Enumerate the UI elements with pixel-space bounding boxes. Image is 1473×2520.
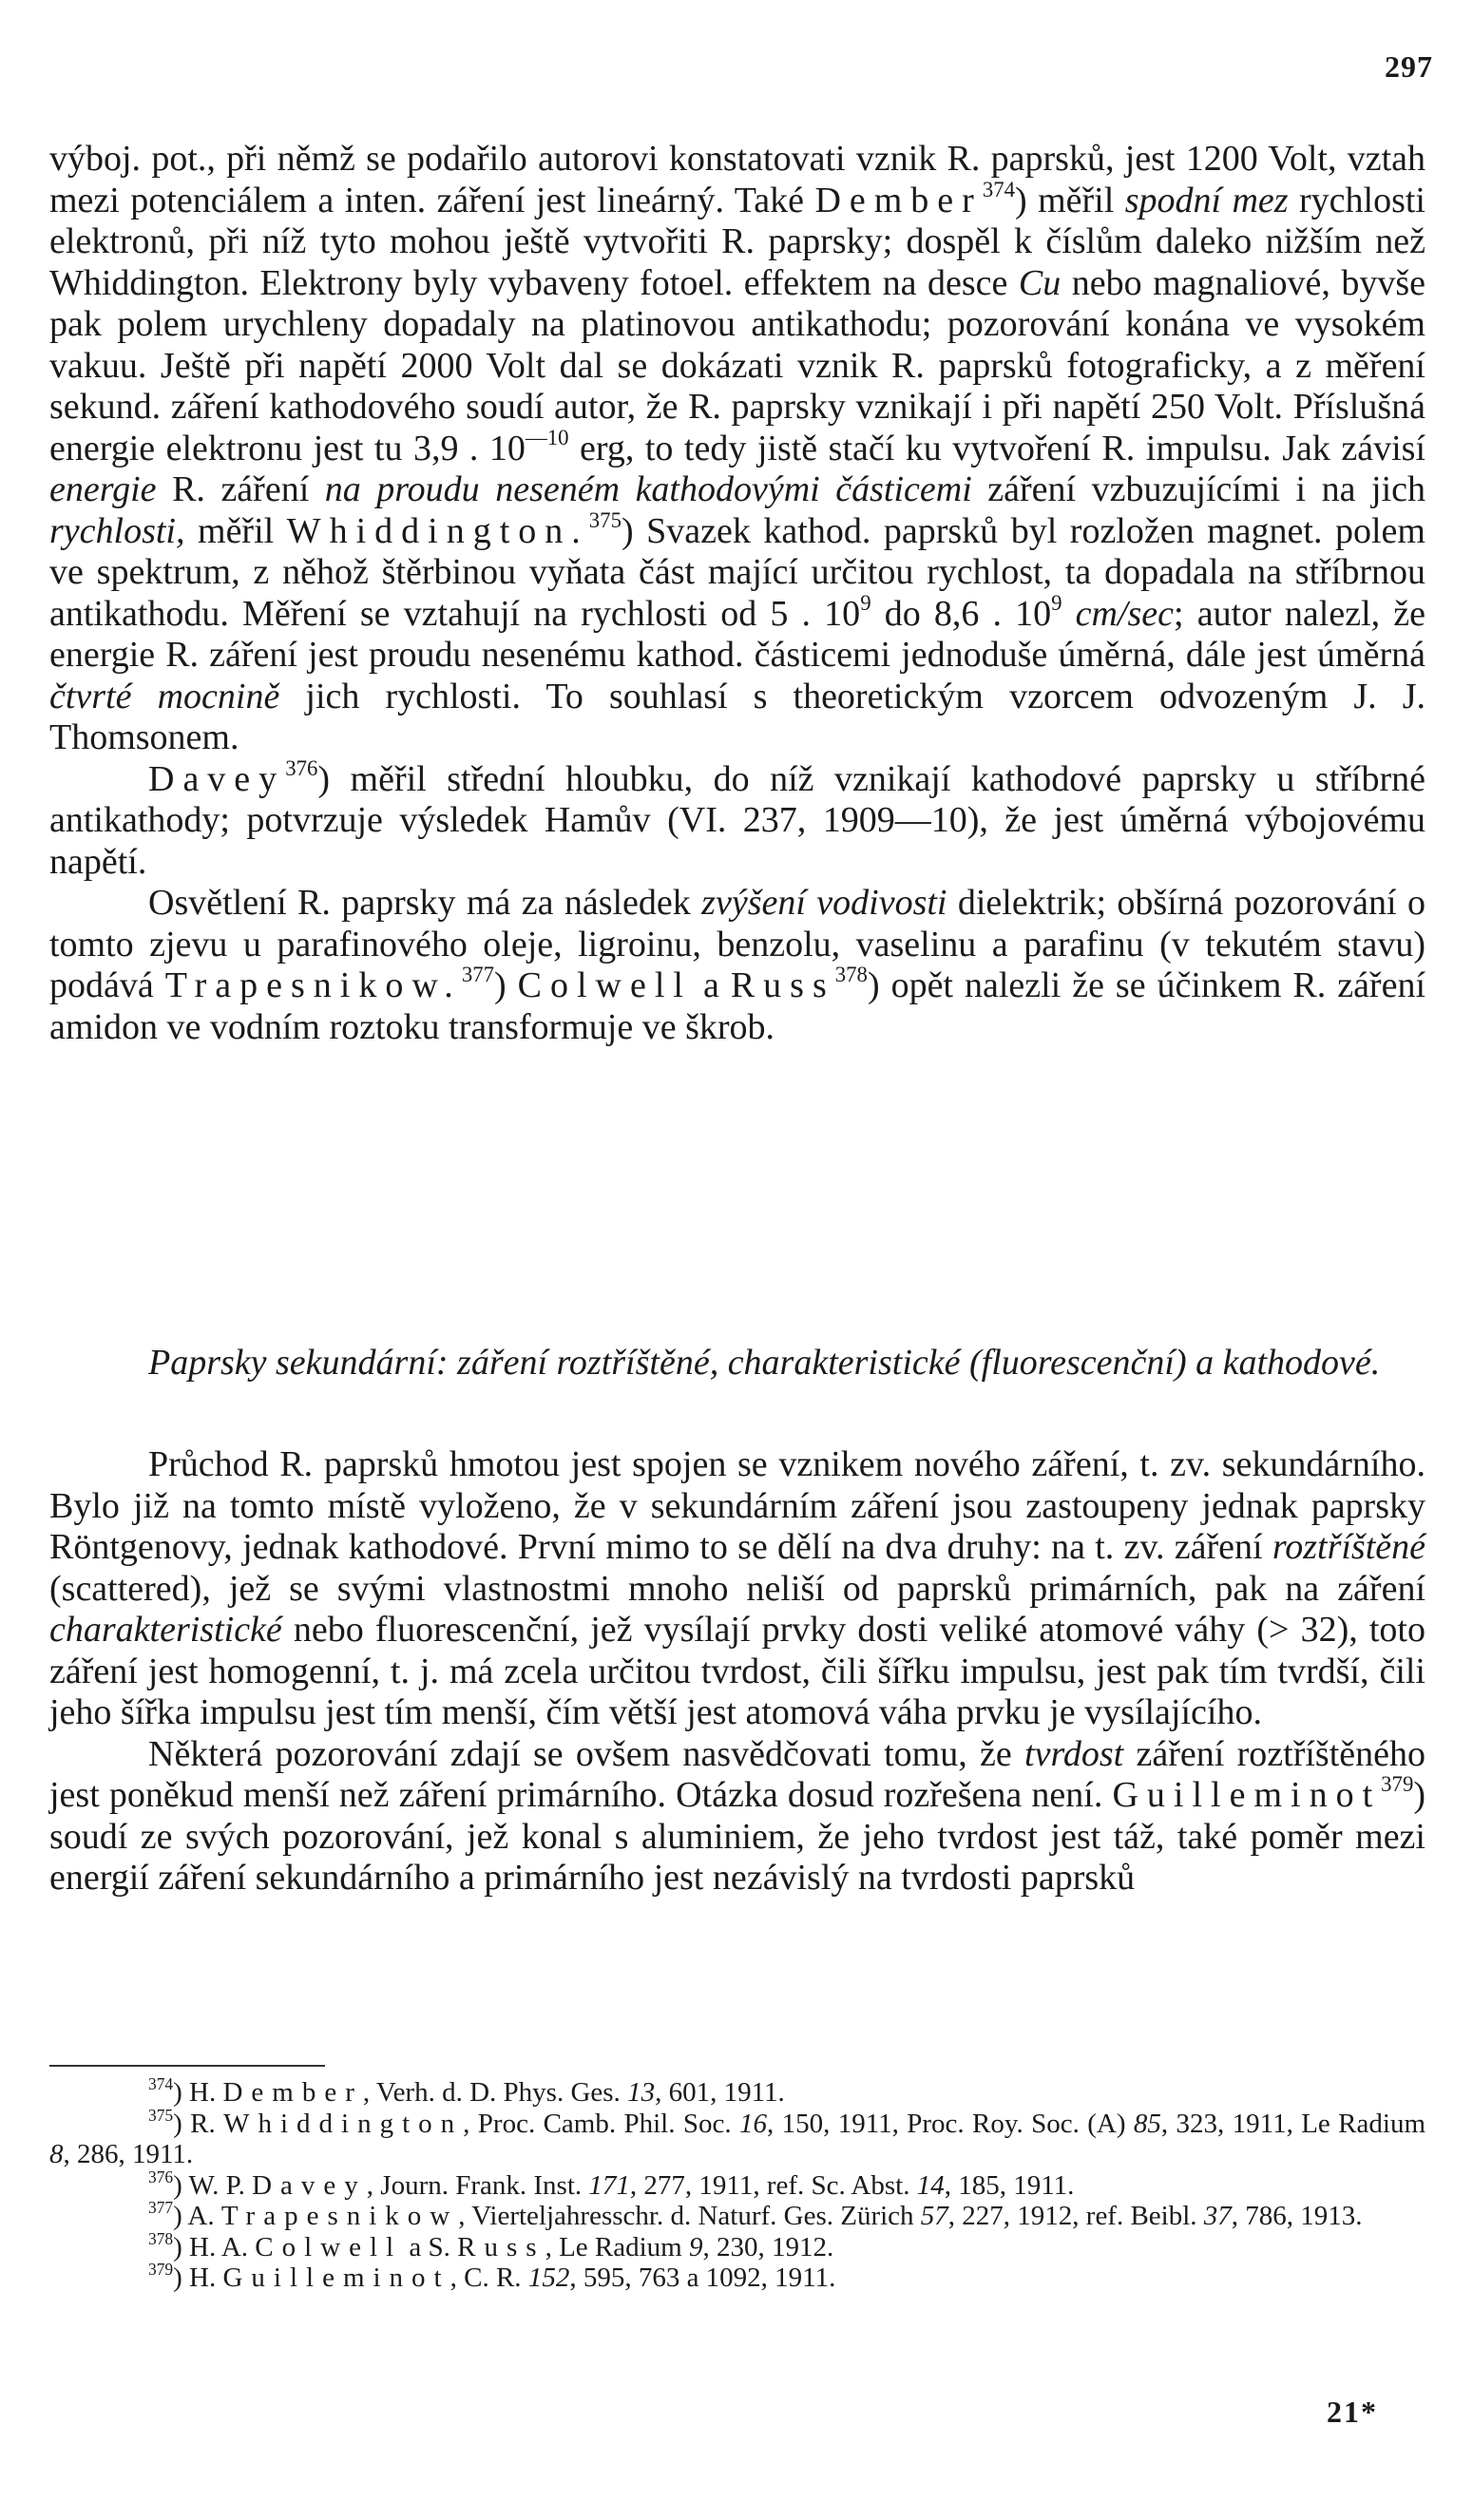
footnote-ref[interactable]: 377	[461, 963, 495, 987]
footnote-376: $^{376}$) W. P. Davey, Journ. Frank. Inst. 171, 277, 1911, ref. Sc. Abst. 14, 185, 1911.	[148, 2167, 1075, 2201]
page-number: 297	[1385, 49, 1433, 84]
footnotes	[49, 2073, 1426, 2294]
signature-mark: 21*	[1327, 2395, 1378, 2429]
secondary-rays-text	[49, 1444, 1425, 1900]
author-name: Colwell	[517, 965, 692, 1005]
paragraph-davey: Davey$^{376}$) měřil střední hloubku, do níž vznikají kathodové paprsky u stříbrné antikathody; potvrzuje výsledek Hamův (VI. 237, 1909—10), že jest úměrná výbojovému napětí.	[49, 755, 1425, 882]
footnote-374: $^{374}$) H. Dember, Verh. d. D. Phys. Ges. 13, 601, 1911.	[148, 2073, 785, 2108]
footnote-375: $^{375}$) R. Whiddington, Proc. Camb. Phil. Soc. 16, 150, 1911, Proc. Roy. Soc. (A) 85, 323, 1911, Le Radium 8, 286, 1911.	[49, 2105, 1426, 2169]
author-name: Guilleminot	[1112, 1775, 1382, 1815]
footnote-ref[interactable]: 376	[285, 755, 318, 780]
main-text-block	[49, 139, 1425, 1048]
author-name: Whiddington.	[286, 510, 589, 551]
footnote-379: $^{379}$) H. Guilleminot, C. R. 152, 595, 763 a 1092, 1911.	[148, 2259, 836, 2293]
footnote-ref[interactable]: 375	[588, 507, 622, 532]
paragraph-secondary-rays: Průchod R. paprsků hmotou jest spojen se vznikem nového záření, t. zv. sekundárního. Bylo již na tomto místě vyloženo, že v sekundárním záření jsou zastoupeny jednak paprsky Röntgenovy, jednak kathodové. První mimo to se dělí na dva druhy: na t. zv. záření roztříštěné (scattered), jež se svými vlastnostmi mnoho neliší od paprsků primárních, pak na záření charakteristické nebo fluorescenční, jež vysílají prvky dosti veliké atomové váhy (> 32), toto záření jest homogenní, t. j. má zcela určitou tvrdost, čili šířku impulsu, jest pak tím tvrdší, čili jeho šířka impulsu jest tím menší, čím větší jest atomová váha prvku je vysílajícího.	[49, 1444, 1425, 1732]
paragraph-conductivity: Osvětlení R. paprsky má za následek zvýšení vodivosti dielektrik; obšírná pozorování o tomto zjevu u parafinového oleje, ligroinu, benzolu, vaselinu a parafinu (v tekutém stavu) podává Trapesnikow.$^{377}$) Colwell a Russ$^{378}$) opět nalezli že se účinkem R. záření amidon ve vodním roztoku transformuje ve škrob.	[49, 883, 1426, 1047]
author-name: Russ	[730, 965, 835, 1005]
footnote-377: $^{377}$) A. Trapesnikow, Vierteljahresschr. d. Naturf. Ges. Zürich 57, 227, 1912, ref. Beibl. 37, 786, 1913.	[148, 2197, 1363, 2231]
section-heading: Paprsky sekundární: záření roztříštěné, charakteristické (fluorescenční) a kathodové.	[148, 1343, 1381, 1383]
footnote-ref[interactable]: 374	[982, 177, 1016, 201]
footnote-ref[interactable]: 379	[1381, 1772, 1414, 1797]
author-name: Trapesnikow.	[164, 965, 462, 1005]
footnote-378: $^{378}$) H. A. Colwell a S. Russ, Le Radium 9, 230, 1912.	[148, 2228, 834, 2262]
author-name: Davey	[148, 758, 286, 799]
footnote-ref[interactable]: 378	[834, 963, 868, 987]
author-name: Dember	[814, 180, 983, 220]
paragraph-dember-whiddington: výboj. pot., při němž se podařilo autorovi konstatovati vznik R. paprsků, jest 1200 Volt, vztah mezi potenciálem a inten. záření jest lineárný. Také Dember$^{374}$) měřil spodní mez rychlosti elektronů, při níž tyto mohou ještě vytvořiti R. paprsky; dospěl k číslům daleko nižším než Whiddington. Elektrony byly vybaveny fotoel. effektem na desce Cu nebo magnaliové, byvše pak polem urychleny dopadaly na platinovou antikathodu; pozorování konána ve vysokém vakuu. Ještě při napětí 2000 Volt dal se dokázati vznik R. paprsků fotograficky, a z měření sekund. záření kathodového soudí autor, že R. paprsky vznikají i při napětí 250 Volt. Příslušná energie elektronu jest tu 3,9 . $10^{—10}$ erg, to tedy jistě stačí ku vytvoření R. impulsu. Jak závisí energie R. záření na proudu neseném kathodovými částicemi záření vzbuzujícími i na jich rychlosti, měřil Whiddington.$^{375}$) Svazek kathod. paprsků byl rozložen magnet. polem ve spektrum, z něhož štěrbinou vyňata část mající určitou rychlost, ta dopadala na stříbrnou antikathodu. Měření se vztahují na rychlosti od 5 . $10^9$ do 8,6 . $10^9$ cm/sec; autor nalezl, že energie R. záření jest proudu nesenému kathod. částicemi jednoduše úměrná, dále jest úměrná čtvrté mocnině jich rychlosti. To souhlasí s theoretickým vzorcem odvozeným J. J. Thomsonem.	[49, 139, 1426, 757]
footnote-divider	[49, 2065, 325, 2067]
paragraph-hardness: Některá pozorování zdají se ovšem nasvědčovati tomu, že tvrdost záření roztříštěného jest poněkud menší než záření primárního. Otázka dosud rozřešena není. Guilleminot$^{379}$) soudí ze svých pozorování, jež konal s aluminiem, že jeho tvrdost jest táž, také poměr mezi energií záření sekundárního a primárního jest nezávislý na tvrdosti paprsků	[49, 1733, 1425, 1898]
